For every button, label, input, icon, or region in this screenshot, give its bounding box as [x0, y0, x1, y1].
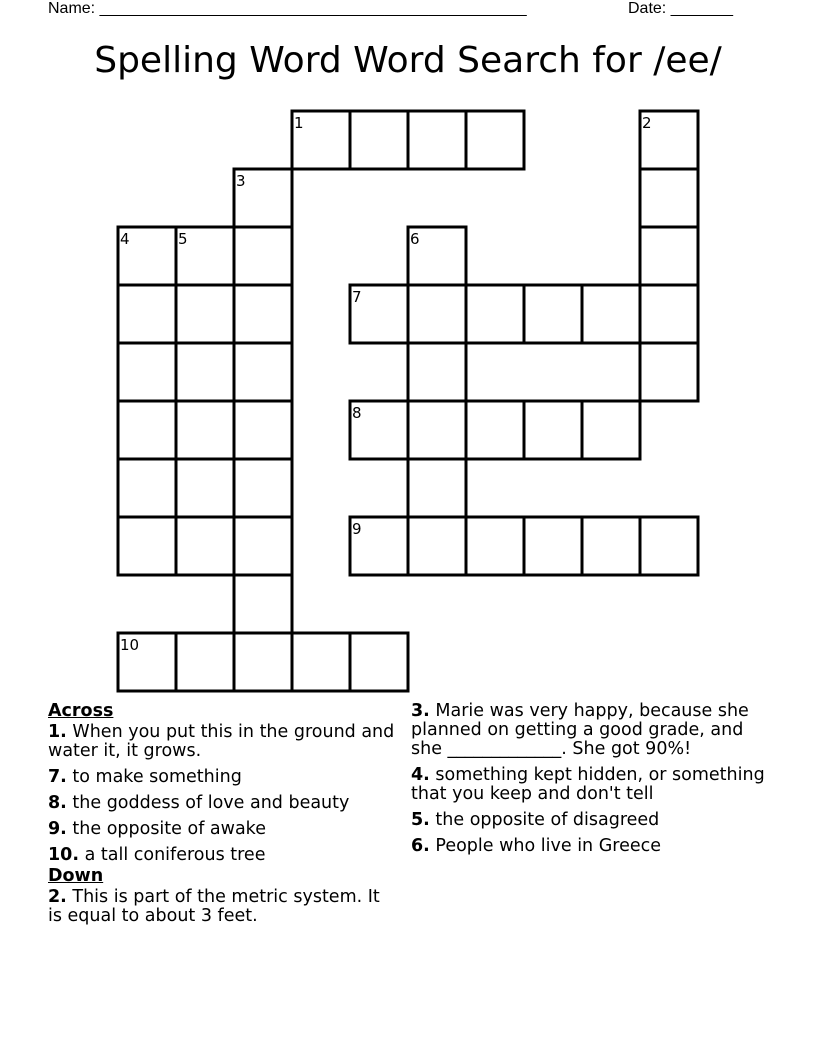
grid-cell[interactable]: [234, 285, 292, 343]
grid-number-6: 6: [410, 230, 420, 248]
clue-number: 6.: [411, 836, 430, 856]
clue-down-2: [48, 888, 398, 926]
clue-number: 10.: [48, 845, 80, 865]
date-field-label: Date: _______: [628, 0, 733, 17]
clue-down-6: [411, 837, 771, 856]
grid-cell[interactable]: [118, 343, 176, 401]
grid-cell[interactable]: [234, 633, 292, 691]
grid-cell[interactable]: [640, 517, 698, 575]
grid-cell[interactable]: [350, 111, 408, 169]
clue-across-7: [48, 768, 398, 787]
grid-cell[interactable]: [176, 633, 234, 691]
clues-column-right: [411, 700, 771, 863]
grid-cell[interactable]: [466, 285, 524, 343]
grid-number-8: 8: [352, 404, 362, 422]
clue-text: Marie was very happy, because she planned on getting a good grade, and she _____________. She got 90%!: [411, 701, 749, 759]
grid-cell[interactable]: [408, 343, 466, 401]
grid-cell[interactable]: [234, 575, 292, 633]
grid-cell[interactable]: [466, 111, 524, 169]
clue-number: 5.: [411, 810, 430, 830]
clue-down-3: [411, 702, 771, 759]
clue-text: When you put this in the ground and water it, it grows.: [48, 722, 395, 761]
clue-number: 9.: [48, 819, 67, 839]
grid-cell[interactable]: [176, 401, 234, 459]
clue-number: 3.: [411, 701, 430, 721]
grid-cell[interactable]: [234, 343, 292, 401]
grid-cell[interactable]: [118, 401, 176, 459]
grid-number-5: 5: [178, 230, 188, 248]
grid-cell[interactable]: [640, 227, 698, 285]
grid-cell[interactable]: [234, 517, 292, 575]
clue-text: a tall coniferous tree: [84, 845, 266, 865]
grid-cell[interactable]: [118, 517, 176, 575]
grid-cell[interactable]: [118, 285, 176, 343]
clue-across-10: [48, 846, 398, 865]
grid-number-10: 10: [120, 636, 140, 654]
grid-cell[interactable]: [408, 401, 466, 459]
down-heading: Down: [48, 866, 104, 886]
grid-cell[interactable]: [524, 401, 582, 459]
grid-cell[interactable]: [234, 459, 292, 517]
clue-across-1: [48, 723, 398, 761]
grid-cell[interactable]: [408, 111, 466, 169]
grid-cell[interactable]: [466, 401, 524, 459]
clue-text: the opposite of disagreed: [435, 810, 660, 830]
grid-cell[interactable]: [176, 343, 234, 401]
grid-cell[interactable]: [408, 285, 466, 343]
grid-number-4: 4: [120, 230, 130, 248]
clue-down-4: [411, 766, 771, 804]
grid-cell[interactable]: [582, 401, 640, 459]
grid-cell[interactable]: [292, 633, 350, 691]
grid-cell[interactable]: [118, 459, 176, 517]
clue-text: People who live in Greece: [435, 836, 662, 856]
grid-cell[interactable]: [234, 401, 292, 459]
grid-number-3: 3: [236, 172, 246, 190]
clue-number: 8.: [48, 793, 67, 813]
across-heading: Across: [48, 701, 114, 721]
clue-across-8: [48, 794, 398, 813]
grid-cell[interactable]: [408, 517, 466, 575]
clue-text: the goddess of love and beauty: [72, 793, 350, 813]
grid-cell[interactable]: [640, 169, 698, 227]
grid-number-1: 1: [294, 114, 304, 132]
grid-cell[interactable]: [176, 517, 234, 575]
grid-cell[interactable]: [582, 285, 640, 343]
clue-number: 7.: [48, 767, 67, 787]
clue-text: to make something: [72, 767, 242, 787]
grid-number-2: 2: [642, 114, 652, 132]
grid-cell[interactable]: [524, 517, 582, 575]
grid-cell[interactable]: [234, 227, 292, 285]
grid-number-9: 9: [352, 520, 362, 538]
page-title: Spelling Word Word Search for /ee/: [94, 40, 722, 81]
grid-cell[interactable]: [408, 459, 466, 517]
clue-text: the opposite of awake: [72, 819, 266, 839]
clue-text: something kept hidden, or something that you keep and don't tell: [411, 765, 765, 804]
grid-cell[interactable]: [176, 459, 234, 517]
grid-cell[interactable]: [350, 633, 408, 691]
clue-down-5: [411, 811, 771, 830]
grid-cell[interactable]: [582, 517, 640, 575]
clue-across-9: [48, 820, 398, 839]
clue-text: This is part of the metric system. It is equal to about 3 feet.: [48, 887, 380, 926]
clues-column-left: [48, 700, 398, 933]
clue-number: 4.: [411, 765, 430, 785]
clue-number: 2.: [48, 887, 67, 907]
grid-number-7: 7: [352, 288, 362, 306]
grid-cell[interactable]: [524, 285, 582, 343]
grid-cell[interactable]: [176, 285, 234, 343]
grid-cell[interactable]: [466, 517, 524, 575]
clue-number: 1.: [48, 722, 67, 742]
grid-cell[interactable]: [640, 343, 698, 401]
grid-cell[interactable]: [640, 285, 698, 343]
name-field-label: Name: ________________________________________________: [48, 0, 527, 17]
